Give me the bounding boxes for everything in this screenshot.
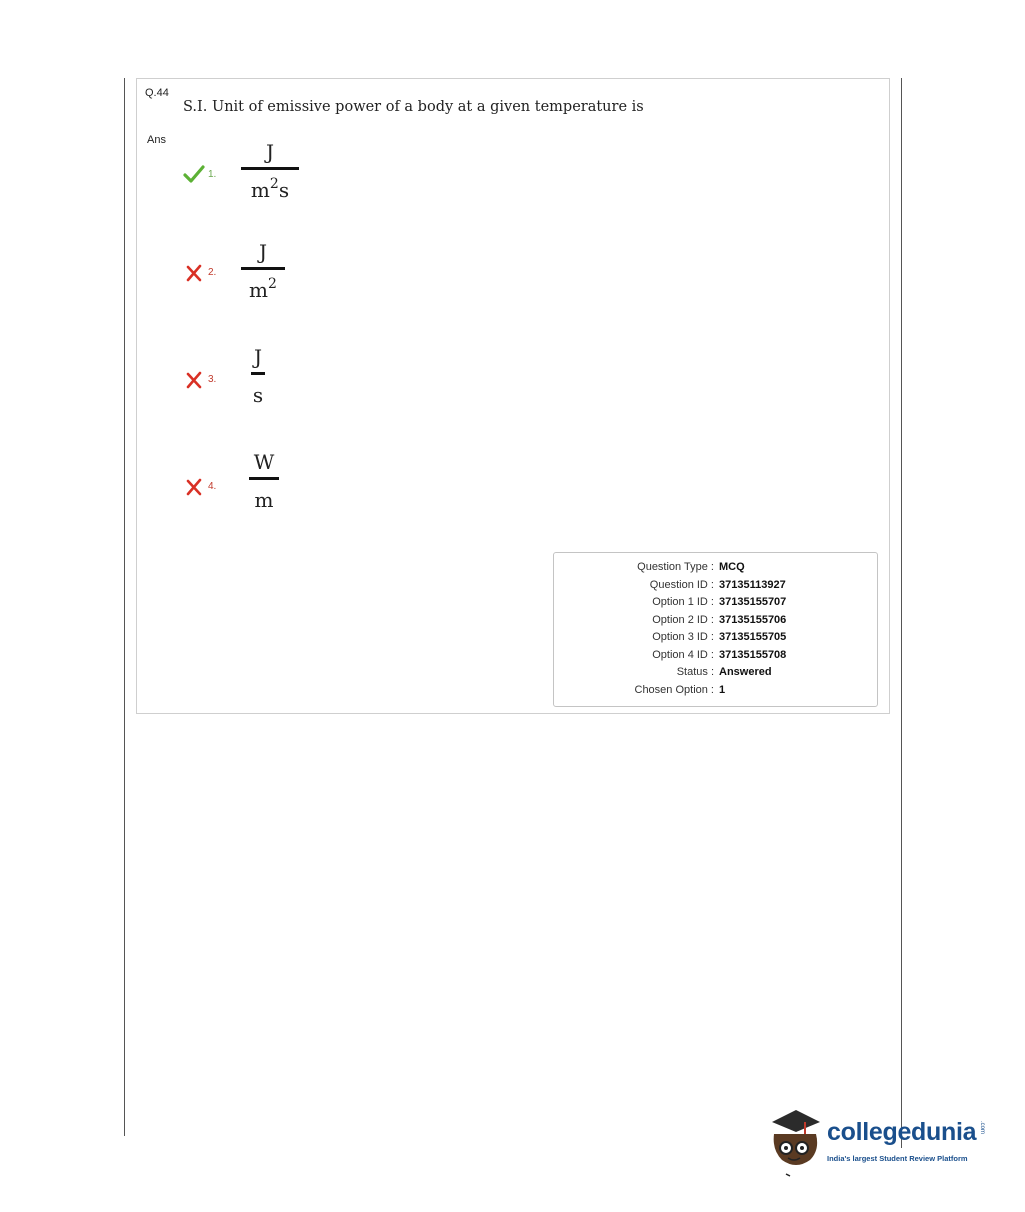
- option-3-numerator: J: [253, 345, 263, 369]
- right-page-rule: [901, 78, 902, 1148]
- meta-key: Status :: [676, 666, 714, 678]
- meta-value: 37135155708: [719, 649, 787, 661]
- meta-key: Option 1 ID :: [652, 596, 714, 608]
- meta-key: Option 4 ID :: [652, 649, 714, 661]
- option-1-denominator: $m^2s$: [250, 176, 290, 202]
- meta-value: MCQ: [719, 561, 745, 573]
- cross-icon: [183, 478, 205, 496]
- fraction-bar: [241, 167, 299, 170]
- meta-value: 37135113927: [719, 579, 786, 591]
- logo-tagline: India's largest Student Review Platform: [827, 1154, 968, 1163]
- option-3-index: 3.: [208, 374, 217, 385]
- meta-row-question-type: [554, 561, 879, 578]
- option-4-index: 4.: [208, 481, 217, 492]
- fraction-bar: [249, 477, 279, 480]
- collegedunia-logo: [766, 1104, 996, 1178]
- fraction-bar: [251, 372, 265, 375]
- mascot-icon: [766, 1104, 826, 1178]
- logo-wordmark: collegedunia: [827, 1118, 977, 1146]
- option-3-denominator: s: [252, 383, 264, 407]
- fraction-bar: [241, 267, 285, 270]
- question-metadata-panel: [553, 552, 878, 707]
- meta-value: 1: [719, 684, 726, 696]
- option-4-fraction: [249, 450, 279, 512]
- option-3-fraction: [251, 345, 265, 407]
- question-text: S.I. Unit of emissive power of a body at a given temperature is: [183, 99, 644, 115]
- option-1-index: 1.: [208, 169, 217, 180]
- answer-label: Ans: [147, 134, 166, 146]
- meta-value: 37135155705: [719, 631, 787, 643]
- meta-row-chosen-option: [554, 684, 879, 701]
- option-1-fraction: [241, 140, 299, 202]
- question-number: Q.44: [145, 87, 169, 99]
- meta-row-option-1-id: [554, 596, 879, 613]
- cross-icon: [183, 371, 205, 389]
- check-icon: [183, 165, 205, 183]
- meta-key: Question Type :: [637, 561, 714, 573]
- option-2-denominator: $m^2$: [249, 276, 277, 302]
- meta-row-option-2-id: [554, 614, 879, 631]
- meta-value: 37135155707: [719, 596, 787, 608]
- meta-value: Answered: [719, 666, 772, 678]
- logo-com-suffix: .com: [979, 1121, 985, 1135]
- meta-row-option-4-id: [554, 649, 879, 666]
- cross-icon: [183, 264, 205, 282]
- meta-key: Option 3 ID :: [652, 631, 714, 643]
- option-2-index: 2.: [208, 267, 217, 278]
- option-2-fraction: [241, 240, 285, 302]
- left-page-rule: [124, 78, 125, 1136]
- option-2-numerator: J: [258, 240, 268, 264]
- option-4-numerator: W: [253, 450, 275, 474]
- meta-row-question-id: [554, 579, 879, 596]
- meta-row-status: [554, 666, 879, 683]
- meta-key: Chosen Option :: [634, 684, 714, 696]
- meta-key: Option 2 ID :: [652, 614, 714, 626]
- meta-row-option-3-id: [554, 631, 879, 648]
- meta-value: 37135155706: [719, 614, 787, 626]
- option-4-denominator: m: [254, 488, 274, 512]
- meta-key: Question ID :: [649, 579, 714, 591]
- option-1-numerator: J: [265, 140, 275, 164]
